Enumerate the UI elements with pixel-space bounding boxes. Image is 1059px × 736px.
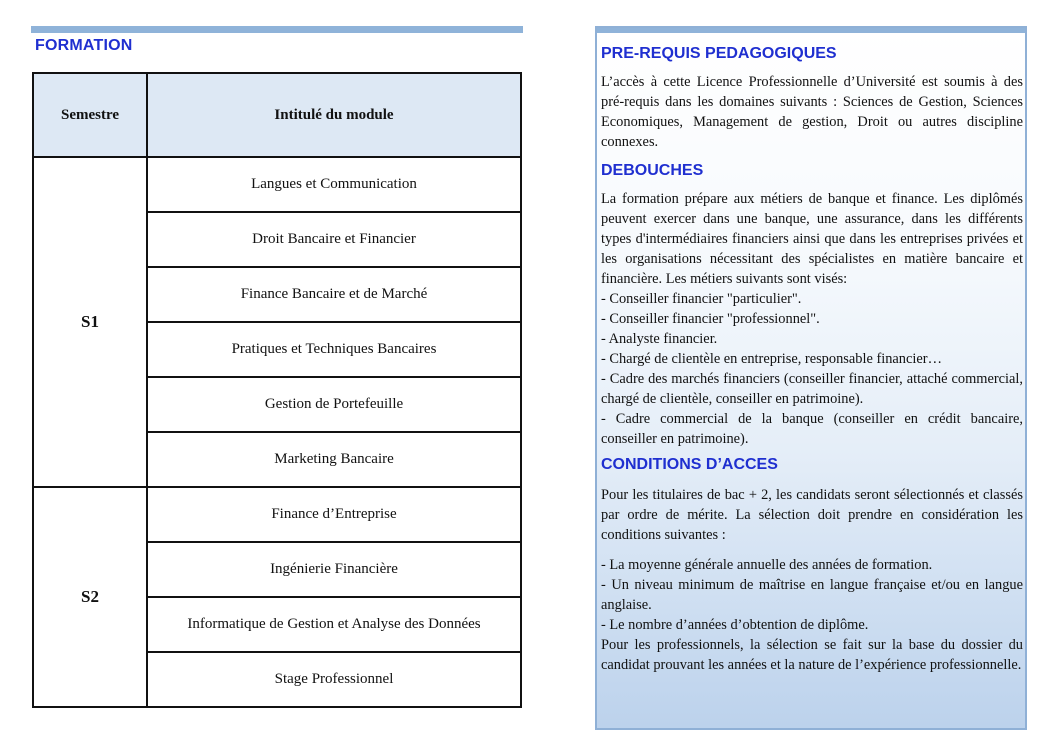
formation-heading: FORMATION xyxy=(35,37,133,54)
debouches-list-item: - Chargé de clientèle en entreprise, responsable financier… xyxy=(601,351,942,367)
module-cell: Finance Bancaire et de Marché xyxy=(147,267,521,322)
semester-column-header: Semestre xyxy=(33,73,147,157)
semester-cell-s2: S2 xyxy=(33,487,147,707)
conditions-list-item: - Le nombre d’années d’obtention de diplôme. xyxy=(601,617,869,633)
conditions-heading: CONDITIONS D’ACCES xyxy=(601,456,778,473)
debouches-list-item: - Conseiller financier "particulier". xyxy=(601,291,802,307)
debouches-text: La formation prépare aux métiers de banque et finance. Les diplômés peuvent exercer dans une banque, une assurance, dans les différents types d'intermédiaires financiers ainsi que dans les entreprises privées et les organisations nécessitant des spécialistes en matière bancaire et financière. Les métiers suivants sont visés: xyxy=(601,191,1023,287)
debouches-list-item: - Analyste financier. xyxy=(601,331,718,347)
module-cell: Pratiques et Techniques Bancaires xyxy=(147,322,521,377)
module-cell: Droit Bancaire et Financier xyxy=(147,212,521,267)
formation-top-rule xyxy=(31,26,523,33)
module-cell: Informatique de Gestion et Analyse des Données xyxy=(147,597,521,652)
conditions-list-item: - Un niveau minimum de maîtrise en langue française et/ou en langue anglaise. xyxy=(601,577,1023,613)
info-panel-content xyxy=(601,44,1023,675)
semester-cell-s1: S1 xyxy=(33,157,147,487)
table-header-row xyxy=(33,73,521,157)
debouches-heading: DEBOUCHES xyxy=(601,162,704,179)
module-cell: Langues et Communication xyxy=(147,157,521,212)
conditions-list-item: - La moyenne générale annuelle des années de formation. xyxy=(601,557,933,573)
conditions-outro: Pour les professionnels, la sélection se fait sur la base du dossier du candidat prouvant les années et la nature de l’expérience professionnelle. xyxy=(601,637,1023,673)
module-cell: Ingénierie Financière xyxy=(147,542,521,597)
prerequis-text: L’accès à cette Licence Professionnelle d’Université est soumis à des pré-requis dans les domaines suivants : Sciences de Gestion, Sciences Economiques, Management de gestion, Droit ou autres discipline connexes. xyxy=(601,74,1023,150)
prerequis-heading: PRE-REQUIS PEDAGOGIQUES xyxy=(601,45,837,62)
module-cell: Finance d’Entreprise xyxy=(147,487,521,542)
module-cell: Gestion de Portefeuille xyxy=(147,377,521,432)
module-cell: Stage Professionnel xyxy=(147,652,521,707)
modules-table xyxy=(32,72,522,708)
table-row xyxy=(33,487,521,542)
debouches-list-item: - Cadre commercial de la banque (conseiller en crédit bancaire, conseiller en patrimoine). xyxy=(601,411,1023,447)
debouches-list-item: - Conseiller financier "professionnel". xyxy=(601,311,820,327)
info-panel xyxy=(595,26,1027,730)
info-panel-top-rule xyxy=(597,28,1025,33)
module-column-header: Intitulé du module xyxy=(147,73,521,157)
debouches-list-item: - Cadre des marchés financiers (conseiller financier, attaché commercial, chargé de clientèle, conseiller en patrimoine). xyxy=(601,371,1023,407)
conditions-intro: Pour les titulaires de bac + 2, les candidats seront sélectionnés et classés par ordre de mérite. La sélection doit prendre en considération les conditions suivantes : xyxy=(601,487,1023,543)
module-cell: Marketing Bancaire xyxy=(147,432,521,487)
table-row xyxy=(33,157,521,212)
